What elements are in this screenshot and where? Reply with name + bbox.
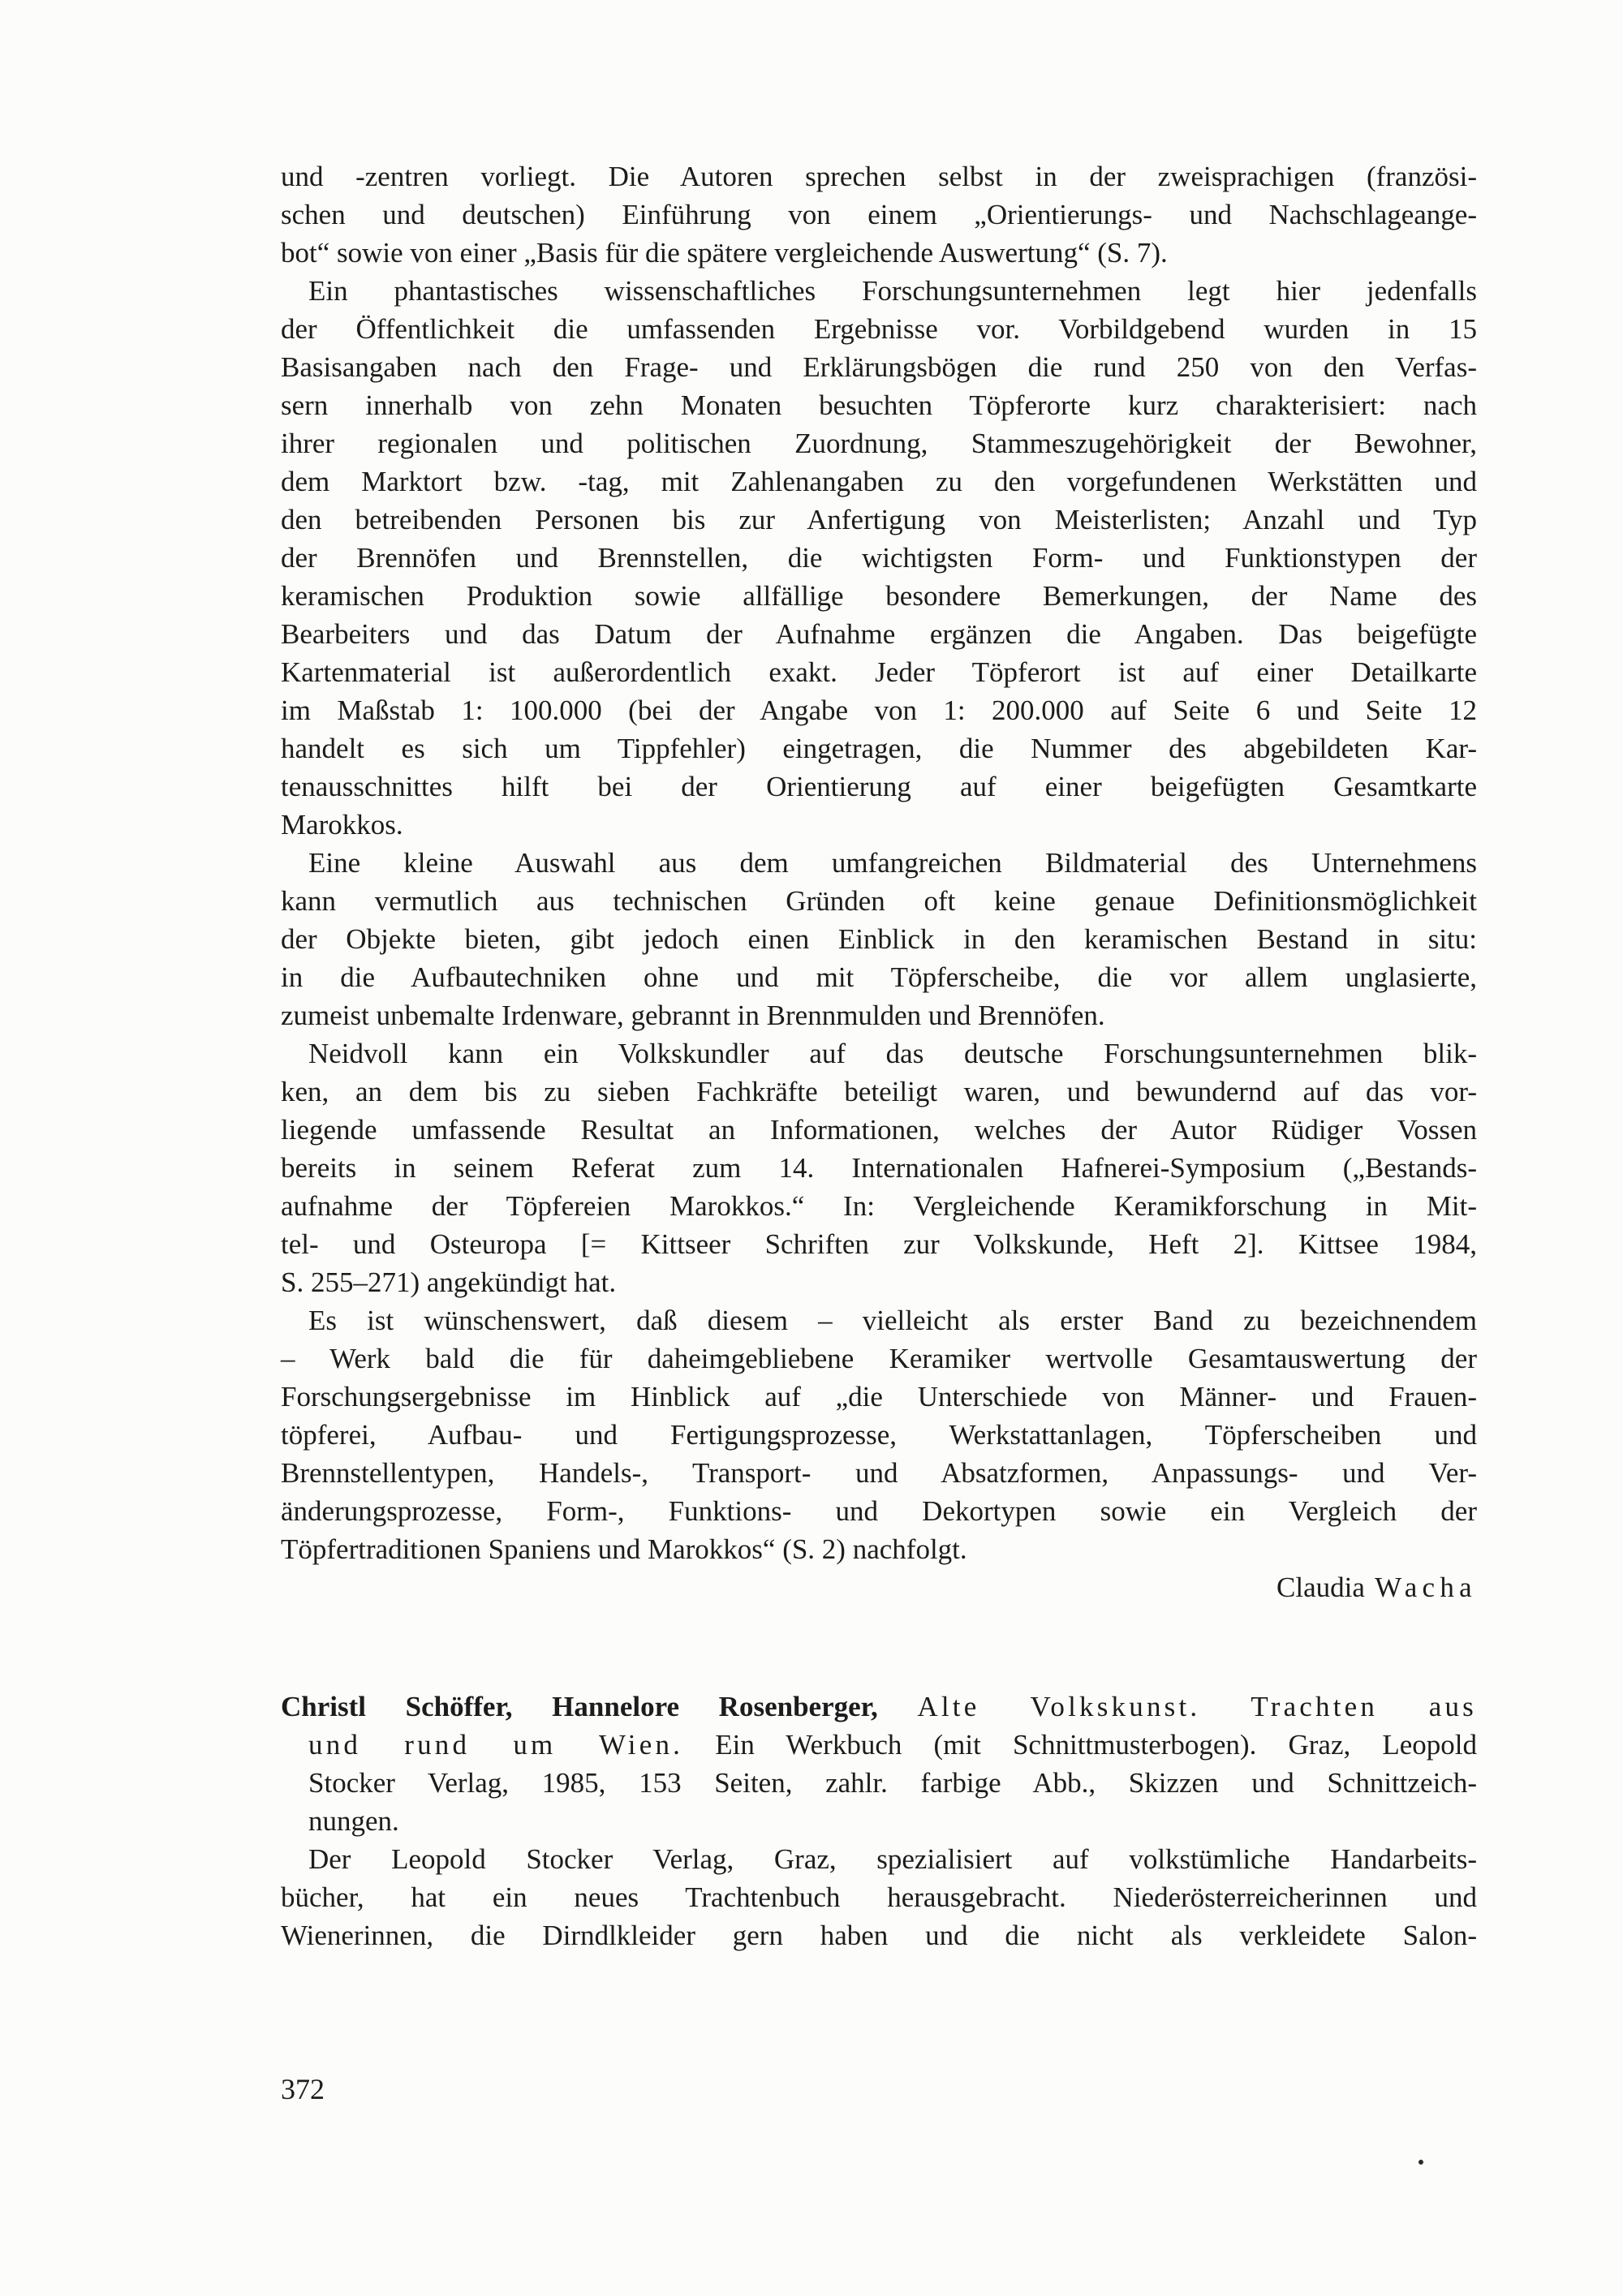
text-line: Eine kleine Auswahl aus dem umfangreichen Bildmaterial des Unternehmens bbox=[308, 847, 1477, 879]
section-gap bbox=[281, 1606, 1477, 1688]
text-line: ihrer regionalen und politischen Zuordnung, Stammeszugehörigkeit der Bewohner, bbox=[281, 428, 1477, 459]
text-line: töpferei, Aufbau- und Fertigungsprozesse, Werkstattanlagen, Töpferscheiben und bbox=[281, 1419, 1477, 1451]
text-line: sern innerhalb von zehn Monaten besuchten Töpferorte kurz charakterisiert: nach bbox=[281, 389, 1477, 421]
review-heading-line bbox=[281, 1688, 1477, 1726]
text-line: zumeist unbemalte Irdenware, gebrannt in Brennmulden und Brennöfen. bbox=[281, 1000, 1105, 1031]
text-line: in die Aufbautechniken ohne und mit Töpferscheibe, die vor allem unglasierte, bbox=[281, 961, 1477, 993]
review-title-part-2: und rund um Wien. bbox=[308, 1729, 684, 1761]
review-authors: Christl Schöffer, Hannelore Rosenberger, bbox=[281, 1691, 878, 1722]
text-line: keramischen Produktion sowie allfällige besondere Bemerkungen, der Name des bbox=[281, 580, 1477, 612]
text-line: tel- und Osteuropa [= Kittseer Schriften zur Volkskunde, Heft 2]. Kittsee 1984, bbox=[281, 1228, 1477, 1260]
text-line: Der Leopold Stocker Verlag, Graz, spezialisiert auf volkstümliche Handarbeits- bbox=[308, 1843, 1477, 1875]
review-heading-line: Stocker Verlag, 1985, 153 Seiten, zahlr. farbige Abb., Skizzen und Schnittzeich- bbox=[308, 1767, 1477, 1799]
text-line: Töpfertraditionen Spaniens und Marokkos“ (S. 2) nachfolgt. bbox=[281, 1533, 967, 1565]
paragraph-continuation bbox=[281, 157, 1477, 272]
text-line: der Brennöfen und Brennstellen, die wichtigsten Form- und Funktionstypen der bbox=[281, 542, 1477, 574]
text-line: kann vermutlich aus technischen Gründen oft keine genaue Definitionsmöglichkeit bbox=[281, 885, 1477, 917]
text-line: und -zentren vorliegt. Die Autoren sprechen selbst in der zweisprachigen (französi- bbox=[281, 161, 1477, 192]
paragraph bbox=[281, 272, 1477, 844]
reviewer-last-name: Wacha bbox=[1375, 1572, 1477, 1603]
text-line: änderungsprozesse, Form-, Funktions- und Dekortypen sowie ein Vergleich der bbox=[281, 1495, 1477, 1527]
text-line: Ein phantastisches wissenschaftliches Forschungsunternehmen legt hier jedenfalls bbox=[308, 275, 1477, 307]
text-line: Es ist wünschenswert, daß diesem – vielleicht als erster Band zu bezeichnendem bbox=[308, 1305, 1477, 1336]
text-line: der Öffentlichkeit die umfassenden Ergebnisse vor. Vorbildgebend wurden in 15 bbox=[281, 313, 1477, 345]
text-line: handelt es sich um Tippfehler) eingetragen, die Nummer des abgebildeten Kar- bbox=[281, 733, 1477, 764]
text-line: Marokkos. bbox=[281, 809, 403, 841]
review-heading bbox=[281, 1688, 1477, 1840]
review-bibliographic-info: Ein Werkbuch (mit Schnittmusterbogen). Graz, Leopold bbox=[715, 1729, 1478, 1761]
text-line: Kartenmaterial ist außerordentlich exakt. Jeder Töpferort ist auf einer Detailkarte bbox=[281, 656, 1477, 688]
text-line: liegende umfassende Resultat an Informationen, welches der Autor Rüdiger Vossen bbox=[281, 1114, 1477, 1146]
review-heading-line: nungen. bbox=[308, 1805, 399, 1837]
scan-artifact-dot bbox=[1419, 2160, 1423, 2165]
text-line: – Werk bald die für daheimgebliebene Keramiker wertvolle Gesamtauswertung der bbox=[281, 1343, 1477, 1374]
text-line: bot“ sowie von einer „Basis für die spätere vergleichende Auswertung“ (S. 7). bbox=[281, 237, 1168, 269]
paragraph bbox=[281, 1034, 1477, 1301]
text-line: der Objekte bieten, gibt jedoch einen Einblick in den keramischen Bestand in situ: bbox=[281, 923, 1477, 955]
text-line: Wienerinnen, die Dirndlkleider gern haben und die nicht als verkleidete Salon- bbox=[281, 1920, 1477, 1951]
paragraph bbox=[281, 844, 1477, 1034]
text-line: ken, an dem bis zu sieben Fachkräfte beteiligt waren, und bewundernd auf das vor- bbox=[281, 1076, 1477, 1107]
text-line: tenausschnittes hilft bei der Orientierung auf einer beigefügten Gesamtkarte bbox=[281, 771, 1477, 802]
text-line: den betreibenden Personen bis zur Anfertigung von Meisterlisten; Anzahl und Typ bbox=[281, 504, 1477, 535]
text-line: Neidvoll kann ein Volkskundler auf das deutsche Forschungsunternehmen blik- bbox=[308, 1038, 1477, 1069]
text-line: S. 255–271) angekündigt hat. bbox=[281, 1266, 617, 1298]
text-line: schen und deutschen) Einführung von einem „Orientierungs- und Nachschlageange- bbox=[281, 199, 1477, 230]
text-line: im Maßstab 1: 100.000 (bei der Angabe von 1: 200.000 auf Seite 6 und Seite 12 bbox=[281, 694, 1477, 726]
text-line: bücher, hat ein neues Trachtenbuch herausgebracht. Niederösterreicherinnen und bbox=[281, 1881, 1477, 1913]
reviewer-signature bbox=[281, 1568, 1477, 1606]
text-line: aufnahme der Töpfereien Marokkos.“ In: Vergleichende Keramikforschung in Mit- bbox=[281, 1190, 1477, 1222]
paragraph bbox=[281, 1301, 1477, 1568]
text-line: dem Marktort bzw. -tag, mit Zahlenangaben zu den vorgefundenen Werkstätten und bbox=[281, 466, 1477, 497]
text-block bbox=[281, 157, 1477, 1954]
page-number: 372 bbox=[281, 2073, 325, 2105]
text-line: bereits in seinem Referat zum 14. Internationalen Hafnerei-Symposium („Bestands- bbox=[281, 1152, 1477, 1184]
text-line: Brennstellentypen, Handels-, Transport- und Absatzformen, Anpassungs- und Ver- bbox=[281, 1457, 1477, 1489]
review-heading-line bbox=[281, 1726, 1477, 1764]
reviewer-first-name: Claudia bbox=[1276, 1572, 1365, 1603]
text-line: Bearbeiters und das Datum der Aufnahme ergänzen die Angaben. Das beigefügte bbox=[281, 618, 1477, 650]
text-line: Basisangaben nach den Frage- und Erklärungsbögen die rund 250 von den Verfas- bbox=[281, 351, 1477, 383]
review-title-part-1: Alte Volkskunst. Trachten aus bbox=[917, 1691, 1478, 1722]
text-line: Forschungsergebnisse im Hinblick auf „die Unterschiede von Männer- und Frauen- bbox=[281, 1381, 1477, 1412]
paragraph bbox=[281, 1840, 1477, 1954]
